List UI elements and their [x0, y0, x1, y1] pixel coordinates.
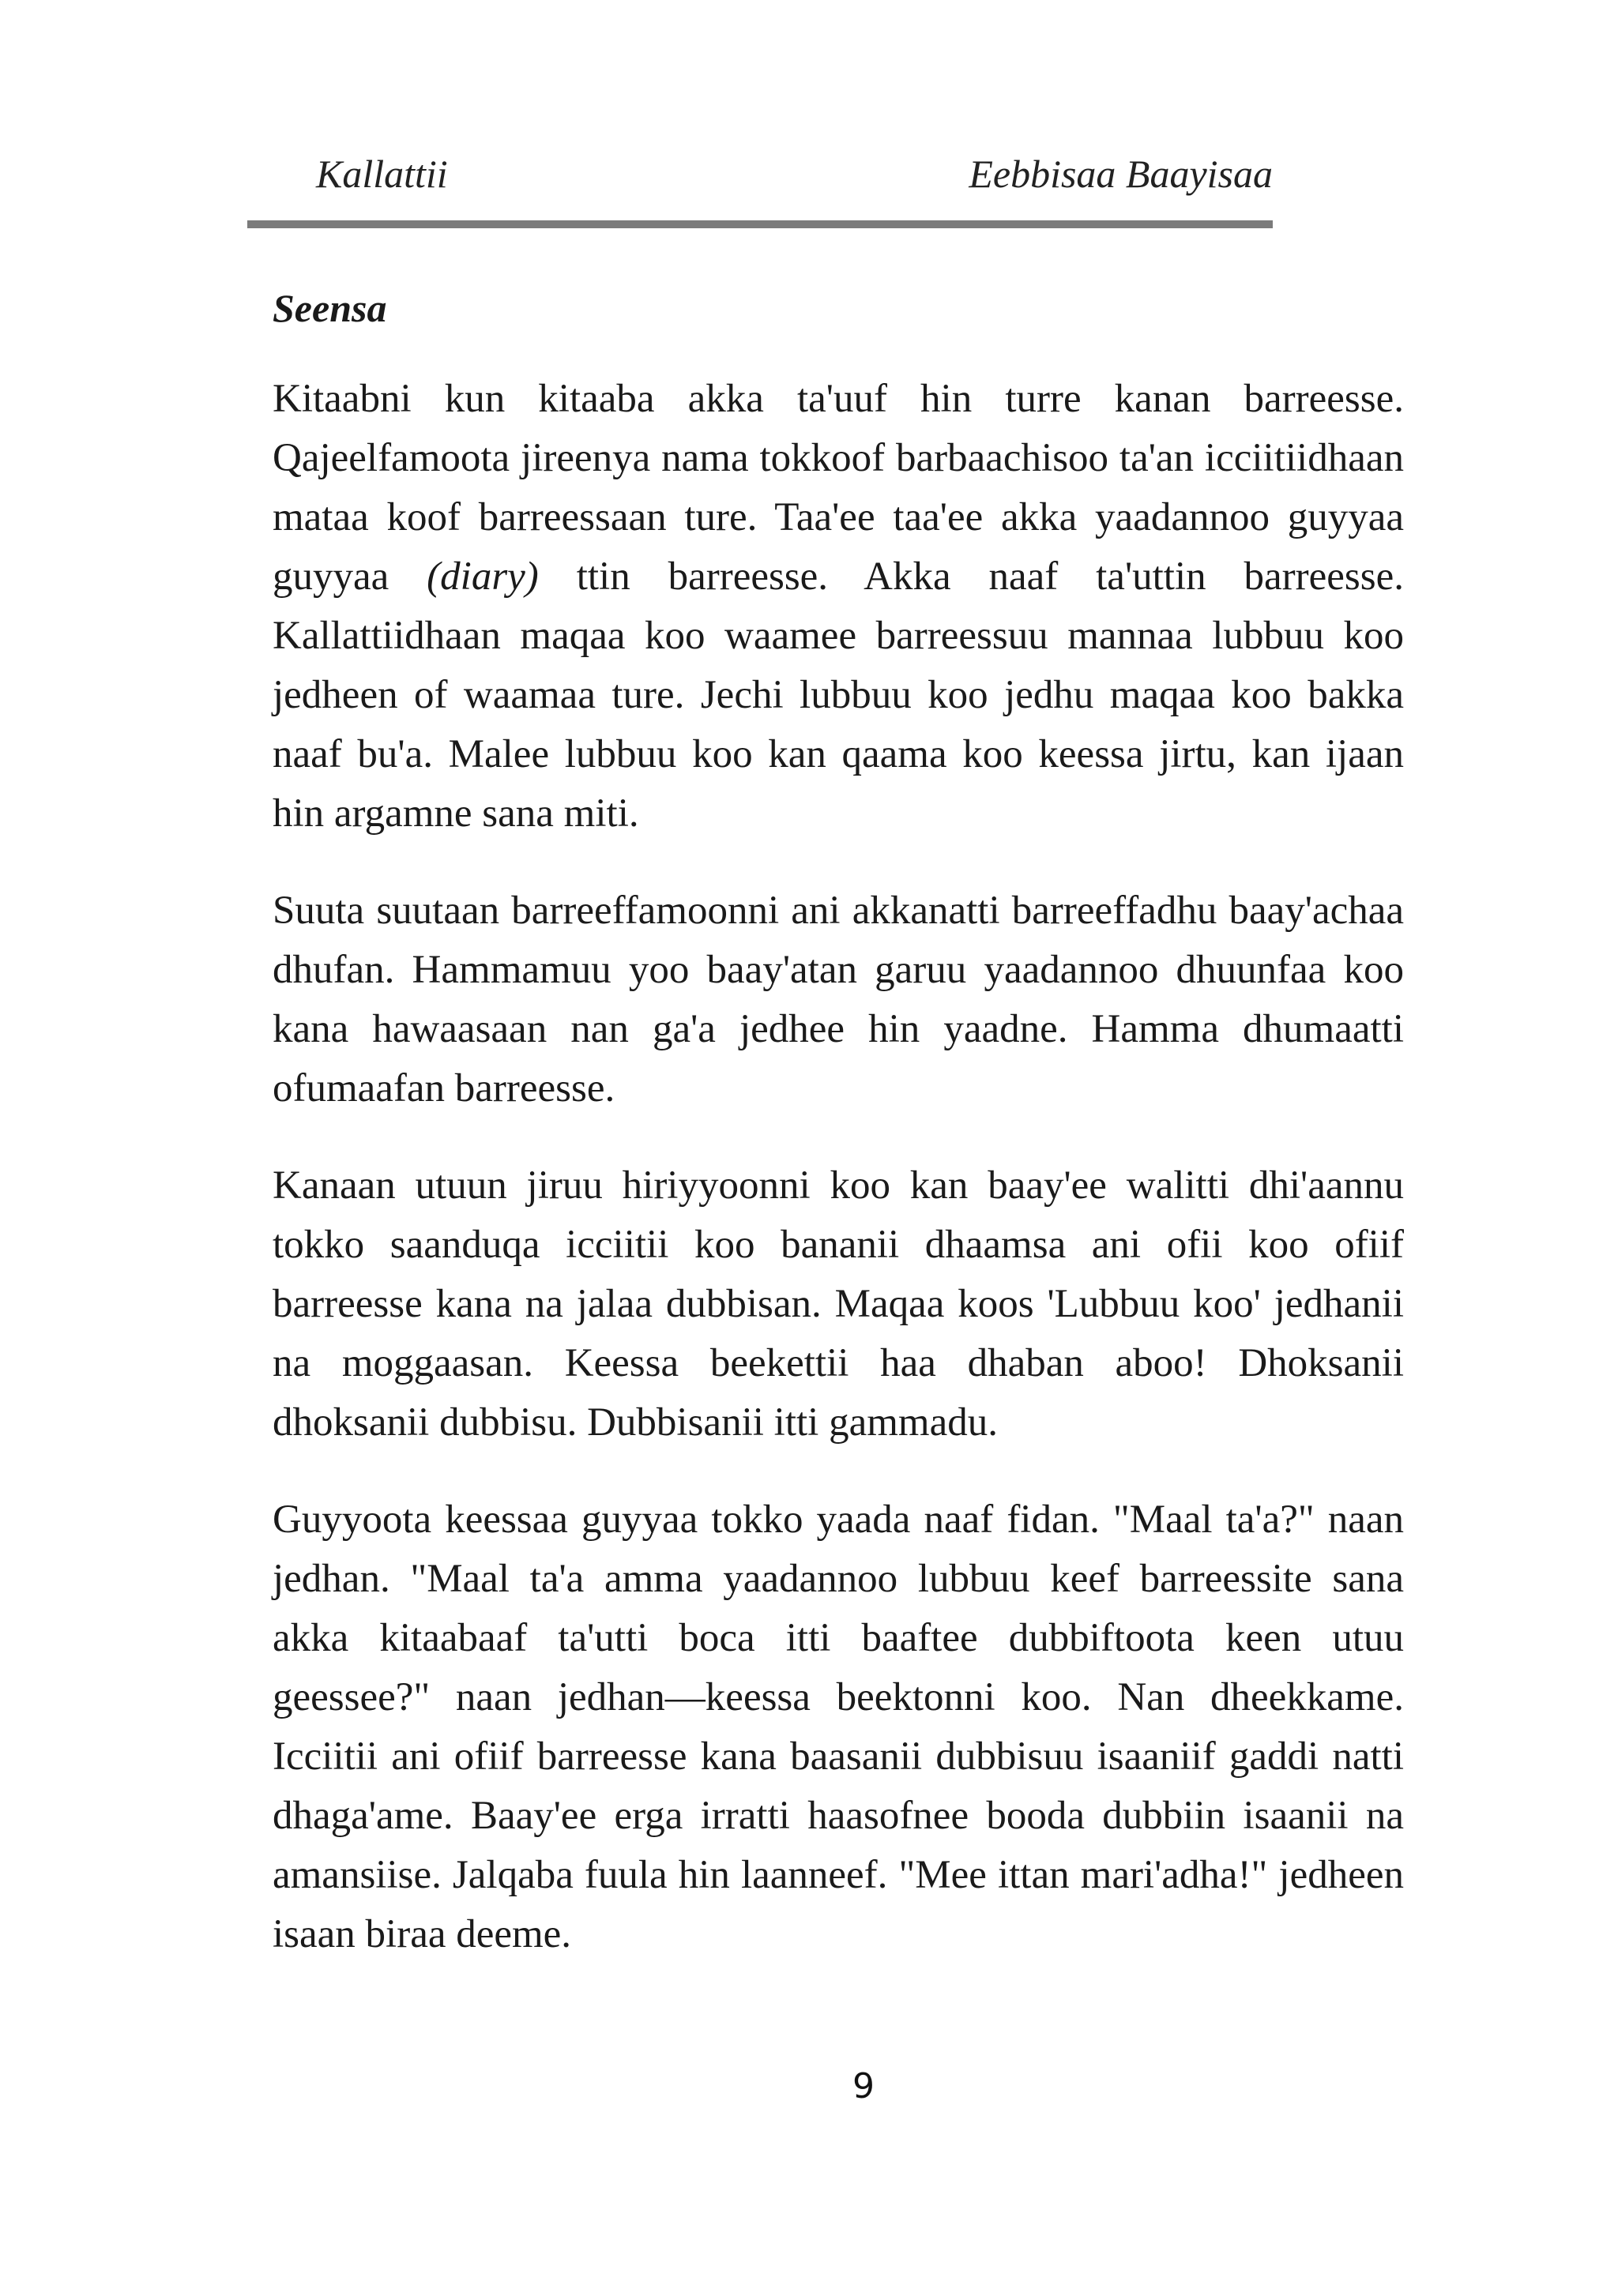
paragraph-1 — [273, 370, 1404, 844]
paragraph-1-text-end: ttin barreesse. Akka naaf ta'uttin barreesse. Kallattiidhaan maqaa koo waamee barreessuu mannaa lubbuu koo jedheen of waamaa ture. Jechi lubbuu koo jedhu maqaa koo bakka naaf bu'a. Malee lubbuu koo kan qaama koo keessa jirtu, kan ijaan hin argamne sana miti. — [273, 554, 1404, 836]
page-number: 9 — [852, 2066, 875, 2106]
section-title: Seensa — [273, 286, 387, 330]
running-header-right: Eebbisaa Baayisaa — [969, 152, 1273, 196]
body-text — [273, 370, 1404, 2002]
running-header-left: Kallattii — [316, 152, 448, 196]
paragraph-1-text-start: Kitaabni kun kitaaba akka ta'uuf hin turre kanan barreesse. Qajeelfamoota jireenya nama tokkoof barbaachisoo ta'an icciitiidhaan mataa koof barreessaan ture. Taa'ee taa'ee akka yaadannoo guyyaa guyyaa — [273, 377, 1404, 599]
header-divider — [247, 220, 1273, 228]
emphasis-diary: (diary) — [427, 554, 539, 599]
paragraph-2: Suuta suutaan barreeffamoonni ani akkanatti barreeffadhu baay'achaa dhufan. Hammamuu yoo baay'atan garuu yaadannoo dhuunfaa koo kana hawaasaan nan ga'a jedhee hin yaadne. Hamma dhumaatti ofumaafan barreesse. — [273, 889, 1404, 1110]
paragraph-4: Guyyoota keessaa guyyaa tokko yaada naaf fidan. "Maal ta'a?" naan jedhan. "Maal ta'a amma yaadannoo lubbuu keef barreessite sana akka kitaabaaf ta'utti boca itti baaftee dubbiftoota keen utuu geessee?" naan jedhan—keessa beektonni koo. Nan dheekkame. Icciitii ani ofiif barreesse kana baasanii dubbisuu isaaniif gaddi natti dhaga'ame. Baay'ee erga irratti haasofnee booda dubbiin isaanii na amansiise. Jalqaba fuula hin laanneef. "Mee ittan mari'adha!" jedheen isaan biraa deeme. — [273, 1497, 1404, 1956]
paragraph-3: Kanaan utuun jiruu hiriyyoonni koo kan baay'ee walitti dhi'aannu tokko saanduqa icciitii koo bananii dhaamsa ani ofii koo ofiif barreesse kana na jalaa dubbisan. Maqaa koos 'Lubbuu koo' jedhanii na moggaasan. Keessa beekettii haa dhaban aboo! Dhoksanii dhoksanii dubbisu. Dubbisanii itti gammadu. — [273, 1163, 1404, 1445]
